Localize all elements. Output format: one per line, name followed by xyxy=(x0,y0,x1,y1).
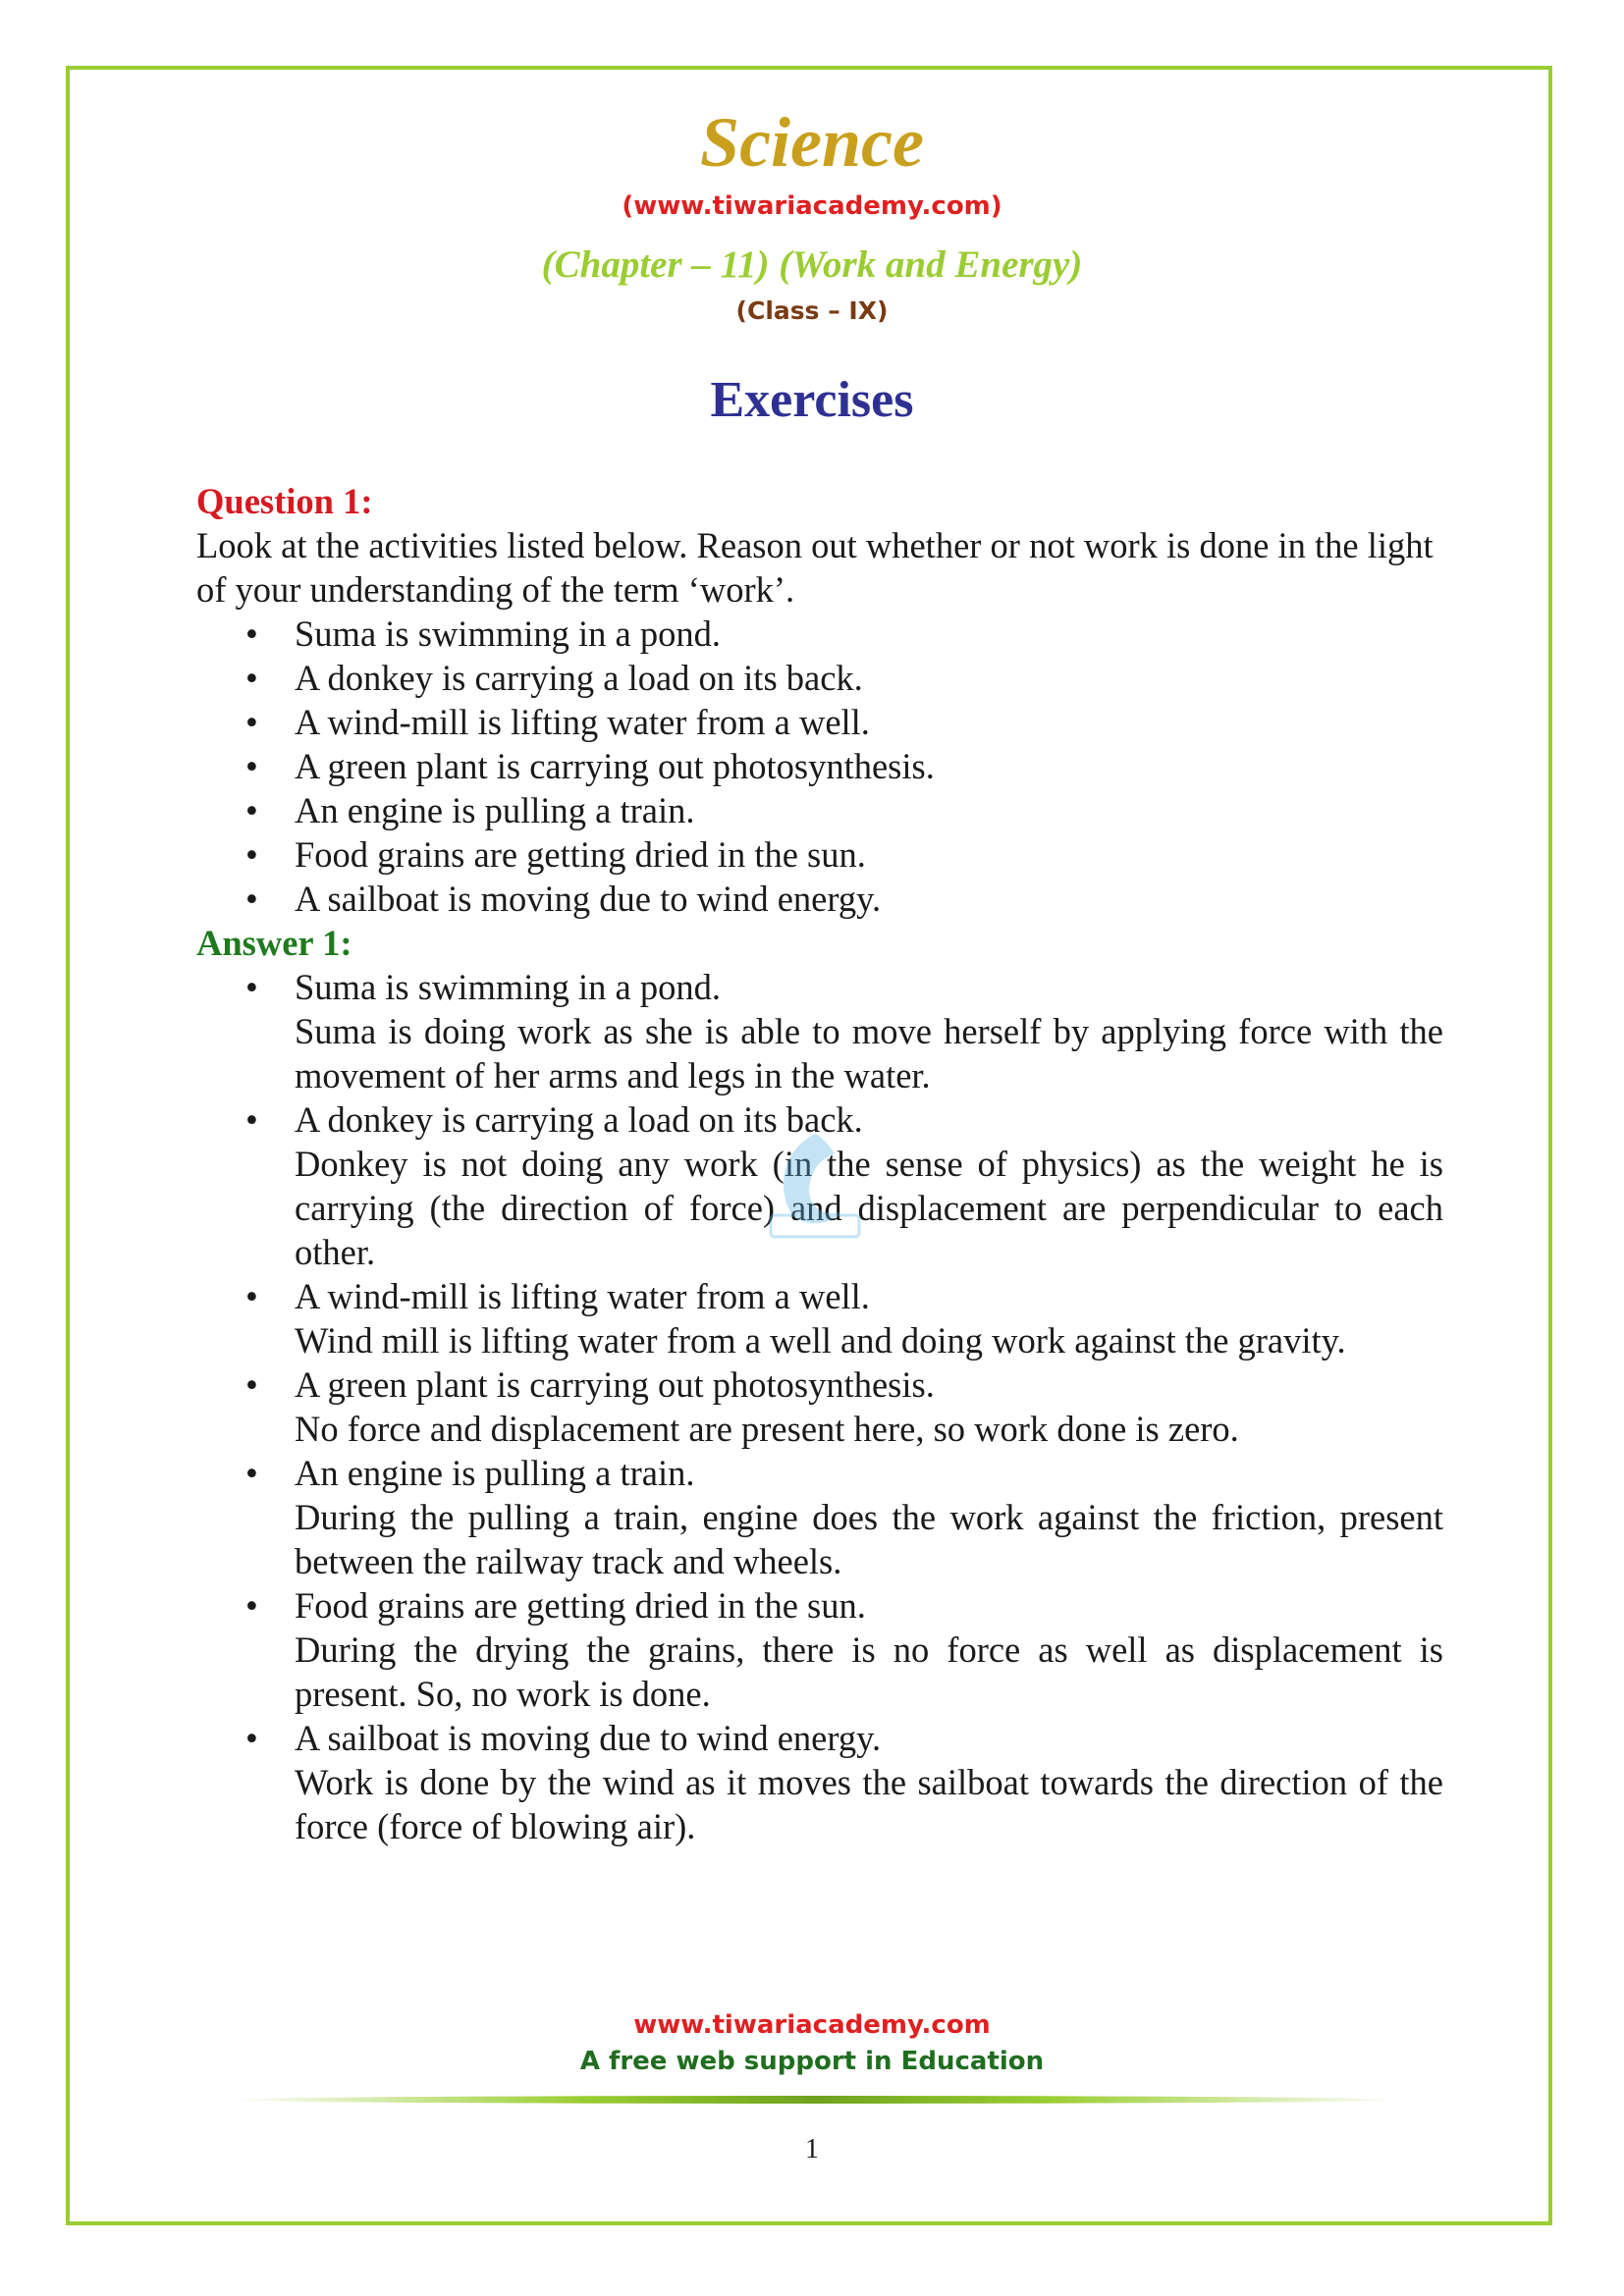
list-item: • Suma is swimming in a pond. xyxy=(245,614,721,654)
question-label: Question 1: xyxy=(196,481,373,521)
answer-item: • A wind-mill is lifting water from a well. Wind mill is lifting water from a well and doing work against the gravity. xyxy=(245,1276,1346,1361)
chapter-heading: (Chapter – 11) (Work and Energy) xyxy=(541,243,1083,286)
footer-divider xyxy=(231,2096,1399,2104)
footer-website: www.tiwariacademy.com xyxy=(633,2010,991,2040)
answer-item: • A sailboat is moving due to wind energy. Work is done by the wind as it moves the sailboat towards the direction of the force (force of blowing air). xyxy=(245,1718,1443,1846)
watermark-logo-icon xyxy=(761,1129,869,1247)
question-list xyxy=(196,612,1443,921)
answer-item: • Suma is swimming in a pond. Suma is doing work as she is able to move herself by applying force with the movement of her arms and legs in the water. xyxy=(245,967,1443,1095)
list-item: • A donkey is carrying a load on its back. xyxy=(245,658,863,698)
page-title: Science xyxy=(700,103,924,182)
answer-item: • A donkey is carrying a load on its back. Donkey is not doing any work (in the sense of physics) as the weight he is carrying (the direction of force) and displacement are perpendicular to each other. xyxy=(245,1099,1443,1272)
list-item: • A sailboat is moving due to wind energy. xyxy=(245,879,882,919)
answer-item: • Food grains are getting dried in the sun. During the drying the grains, there is no force as well as displacement is present. So, no work is done. xyxy=(245,1585,1443,1714)
footer-tagline: A free web support in Education xyxy=(579,2047,1045,2076)
list-item: • Food grains are getting dried in the sun. xyxy=(245,834,866,875)
answer-item: • A green plant is carrying out photosynthesis. No force and displacement are present here, so work done is zero. xyxy=(245,1364,1239,1449)
answer-label: Answer 1: xyxy=(196,923,352,963)
answer-list xyxy=(196,965,1443,1848)
list-item: • A green plant is carrying out photosynthesis. xyxy=(245,746,935,786)
list-item: • A wind-mill is lifting water from a well. xyxy=(245,702,870,742)
header-website: (www.tiwariacademy.com) xyxy=(622,191,1002,221)
answer-item: • An engine is pulling a train. During the pulling a train, engine does the work against the friction, present between the railway track and wheels. xyxy=(245,1453,1443,1581)
section-heading: Exercises xyxy=(710,372,914,428)
page-number: 1 xyxy=(805,2134,819,2164)
class-label: (Class – IX) xyxy=(735,296,889,325)
list-item: • An engine is pulling a train. xyxy=(245,790,695,830)
question-text: Look at the activities listed below. Reason out whether or not work is done in the light of your understanding of the term ‘work’. xyxy=(196,525,1434,610)
